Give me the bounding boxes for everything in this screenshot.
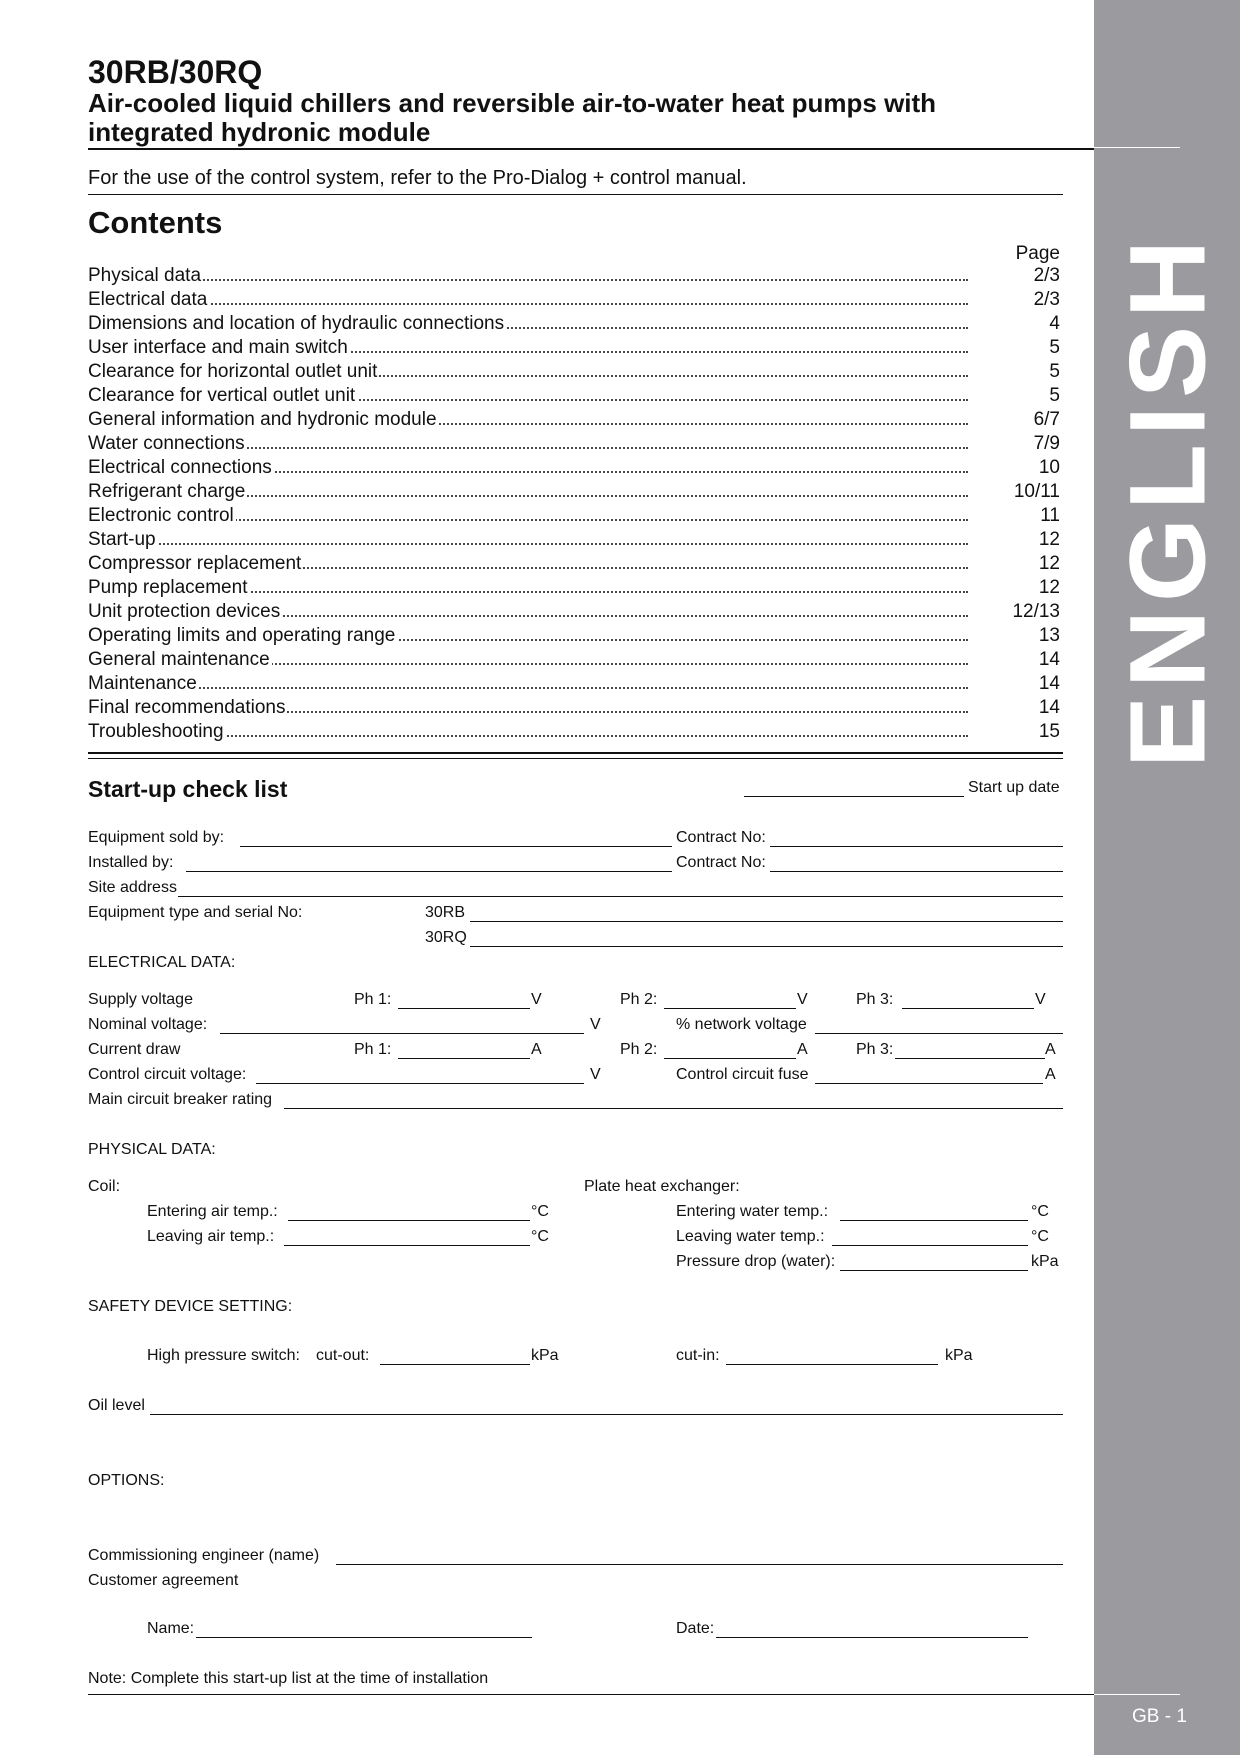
- nominal-voltage-label: Nominal voltage:: [88, 1016, 208, 1033]
- document-title: 30RB/30RQ: [88, 54, 263, 90]
- toc-entry-label: Refrigerant charge: [88, 481, 246, 502]
- toc-entry[interactable]: [88, 265, 1060, 289]
- contract-no-label: Contract No:: [676, 854, 766, 871]
- toc-entry-label: General maintenance: [88, 649, 270, 670]
- control-circuit-voltage-label: Control circuit voltage:: [88, 1066, 247, 1083]
- toc-entry[interactable]: [88, 409, 1060, 433]
- toc-entry-page: 12: [1038, 553, 1060, 574]
- toc-entry-label: Compressor replacement: [88, 553, 302, 574]
- current-draw-label: Current draw: [88, 1041, 181, 1058]
- network-voltage-label: % network voltage: [676, 1016, 807, 1033]
- control-manual-note: For the use of the control system, refer to the Pro-Dialog + control manual.: [88, 167, 747, 189]
- serial-30rq-field[interactable]: [470, 946, 1063, 947]
- current-ph3-field[interactable]: [895, 1058, 1045, 1059]
- toc-entry-label: General information and hydronic module: [88, 409, 437, 430]
- cut-out-label: cut-out:: [316, 1347, 370, 1364]
- leaving-air-label: Leaving air temp.:: [147, 1228, 275, 1245]
- toc-entry-label: Start-up: [88, 529, 156, 550]
- physical-data-heading: PHYSICAL DATA:: [88, 1141, 216, 1158]
- ph2-label: Ph 2:: [620, 991, 658, 1008]
- cut-in-label: cut-in:: [676, 1347, 720, 1364]
- toc-entry-page: 4: [1049, 313, 1060, 334]
- language-label: ENGLISH: [1106, 231, 1228, 769]
- toc-entry-label: Operating limits and operating range: [88, 625, 396, 646]
- toc-entry-label: Clearance for vertical outlet unit: [88, 385, 356, 406]
- toc-entry-page: 7/9: [1033, 433, 1060, 454]
- toc-entry-page: 11: [1040, 505, 1060, 526]
- date-field[interactable]: [716, 1637, 1028, 1638]
- main-breaker-field[interactable]: [284, 1108, 1063, 1109]
- current-ph2-field[interactable]: [664, 1058, 796, 1059]
- supply-ph3-field[interactable]: [902, 1008, 1034, 1009]
- contents-heading: Contents: [88, 205, 223, 240]
- contents-rule: [88, 758, 1063, 759]
- oil-level-label: Oil level: [88, 1397, 145, 1414]
- toc-entry-page: 14: [1038, 673, 1060, 694]
- installed-by-label: Installed by:: [88, 854, 174, 871]
- toc-leader-dots: [88, 687, 968, 689]
- toc-entry-label: Electrical data: [88, 289, 208, 310]
- contract-no-field[interactable]: [770, 846, 1063, 847]
- equipment-type-label: Equipment type and serial No:: [88, 904, 303, 921]
- amp-unit: A: [531, 1041, 542, 1058]
- model-30rb-label: 30RB: [425, 904, 466, 921]
- celsius-unit: °C: [531, 1203, 549, 1220]
- serial-30rb-field[interactable]: [470, 921, 1063, 922]
- commissioning-engineer-label: Commissioning engineer (name): [88, 1547, 320, 1564]
- leaving-air-field[interactable]: [284, 1245, 530, 1246]
- leaving-water-label: Leaving water temp.:: [676, 1228, 825, 1245]
- header-rule: [88, 148, 1094, 150]
- toc-entry-page: 13: [1038, 625, 1060, 646]
- kpa-unit: kPa: [531, 1347, 559, 1364]
- toc-entry[interactable]: [88, 313, 1060, 337]
- toc-leader-dots: [88, 303, 968, 305]
- toc-entry[interactable]: [88, 553, 1060, 577]
- toc-entry[interactable]: [88, 721, 1060, 745]
- toc-entry[interactable]: [88, 625, 1060, 649]
- start-date-field[interactable]: [744, 796, 964, 797]
- commissioning-engineer-field[interactable]: [336, 1564, 1063, 1565]
- volt-unit: V: [531, 991, 542, 1008]
- toc-entry-page: 5: [1049, 337, 1060, 358]
- toc-entry[interactable]: [88, 289, 1060, 313]
- contract-no-field[interactable]: [770, 871, 1063, 872]
- toc-entry-label: Dimensions and location of hydraulic connections: [88, 313, 505, 334]
- toc-entry[interactable]: [88, 481, 1060, 505]
- leaving-water-field[interactable]: [832, 1245, 1028, 1246]
- model-30rq-label: 30RQ: [425, 929, 467, 946]
- sidebar-divider: [1094, 1694, 1180, 1695]
- footer-rule: [88, 1694, 1094, 1695]
- toc-entry-page: 5: [1049, 385, 1060, 406]
- entering-air-field[interactable]: [288, 1220, 530, 1221]
- page-number: GB - 1: [1132, 1706, 1187, 1727]
- toc-entry-label: Water connections: [88, 433, 245, 454]
- start-date-label: Start up date: [968, 779, 1060, 796]
- amp-unit: A: [797, 1041, 808, 1058]
- celsius-unit: °C: [1031, 1203, 1049, 1220]
- volt-unit: V: [590, 1016, 601, 1033]
- site-address-label: Site address: [88, 879, 177, 896]
- toc-entry[interactable]: [88, 457, 1060, 481]
- high-pressure-switch-label: High pressure switch:: [147, 1347, 300, 1364]
- options-heading: OPTIONS:: [88, 1472, 165, 1489]
- name-label: Name:: [147, 1620, 195, 1637]
- celsius-unit: °C: [531, 1228, 549, 1245]
- entering-water-field[interactable]: [840, 1220, 1028, 1221]
- network-voltage-field[interactable]: [815, 1033, 1063, 1034]
- toc-entry-label: Maintenance: [88, 673, 197, 694]
- ph3-label: Ph 3:: [856, 1041, 894, 1058]
- toc-entry-label: Pump replacement: [88, 577, 248, 598]
- volt-unit: V: [590, 1066, 601, 1083]
- toc-entry-page: 14: [1038, 649, 1060, 670]
- electrical-data-heading: ELECTRICAL DATA:: [88, 954, 236, 971]
- toc-entry-label: User interface and main switch: [88, 337, 348, 358]
- cut-out-field[interactable]: [380, 1364, 530, 1365]
- celsius-unit: °C: [1031, 1228, 1049, 1245]
- safety-device-heading: SAFETY DEVICE SETTING:: [88, 1298, 293, 1315]
- toc-entry[interactable]: [88, 649, 1060, 673]
- contract-no-label: Contract No:: [676, 829, 766, 846]
- volt-unit: V: [1035, 991, 1046, 1008]
- contents-rule: [88, 752, 1063, 754]
- toc-entry[interactable]: [88, 577, 1060, 601]
- toc-entry-label: Physical data: [88, 265, 202, 286]
- toc-entry[interactable]: [88, 529, 1060, 553]
- toc-entry-page: 15: [1038, 721, 1060, 742]
- cut-in-field[interactable]: [726, 1364, 938, 1365]
- entering-water-label: Entering water temp.:: [676, 1203, 829, 1220]
- note-rule: [88, 194, 1063, 195]
- volt-unit: V: [797, 991, 808, 1008]
- toc-entry[interactable]: [88, 673, 1060, 697]
- toc-entry-page: 14: [1038, 697, 1060, 718]
- pressure-drop-label: Pressure drop (water):: [676, 1253, 836, 1270]
- current-ph1-field[interactable]: [398, 1058, 530, 1059]
- toc-leader-dots: [88, 543, 968, 545]
- kpa-unit: kPa: [1031, 1253, 1059, 1270]
- customer-agreement-label: Customer agreement: [88, 1572, 239, 1589]
- toc-entry-page: 5: [1049, 361, 1060, 382]
- control-circuit-fuse-field[interactable]: [815, 1083, 1043, 1084]
- toc-entry-label: Electrical connections: [88, 457, 272, 478]
- toc-entry-label: Electronic control: [88, 505, 234, 526]
- toc-entry[interactable]: [88, 361, 1060, 385]
- site-address-field[interactable]: [178, 896, 1063, 897]
- toc-entry[interactable]: [88, 601, 1060, 625]
- toc-entry[interactable]: [88, 433, 1060, 457]
- toc-entry[interactable]: [88, 697, 1060, 721]
- date-label: Date:: [676, 1620, 715, 1637]
- coil-label: Coil:: [88, 1178, 121, 1195]
- amp-unit: A: [1045, 1066, 1056, 1083]
- equipment-sold-by-field[interactable]: [240, 846, 672, 847]
- toc-entry-page: 6/7: [1033, 409, 1060, 430]
- control-circuit-fuse-label: Control circuit fuse: [676, 1066, 809, 1083]
- toc-entry-page: 12/13: [1012, 601, 1060, 622]
- footer-note: Note: Complete this start-up list at the time of installation: [88, 1670, 489, 1687]
- page-column-header: Page: [1015, 243, 1060, 264]
- equipment-sold-by-label: Equipment sold by:: [88, 829, 225, 846]
- nominal-voltage-field[interactable]: [220, 1033, 584, 1034]
- entering-air-label: Entering air temp.:: [147, 1203, 278, 1220]
- toc-entry-page: 12: [1038, 529, 1060, 550]
- supply-ph2-field[interactable]: [664, 1008, 796, 1009]
- supply-ph1-field[interactable]: [398, 1008, 530, 1009]
- ph3-label: Ph 3:: [856, 991, 894, 1008]
- amp-unit: A: [1045, 1041, 1056, 1058]
- toc-entry[interactable]: [88, 337, 1060, 361]
- toc-entry[interactable]: [88, 385, 1060, 409]
- document-subtitle: Air-cooled liquid chillers and reversible air-to-water heat pumps with integrated hydronic module: [88, 88, 937, 147]
- toc-entry-page: 2/3: [1033, 265, 1060, 286]
- supply-voltage-label: Supply voltage: [88, 991, 193, 1008]
- toc-entry[interactable]: [88, 505, 1060, 529]
- toc-entry-page: 10: [1038, 457, 1060, 478]
- toc-entry-page: 10/11: [1013, 481, 1060, 502]
- toc-entry-label: Unit protection devices: [88, 601, 281, 622]
- control-circuit-voltage-field[interactable]: [256, 1083, 584, 1084]
- toc-entry-label: Clearance for horizontal outlet unit: [88, 361, 378, 382]
- ph1-label: Ph 1:: [354, 1041, 392, 1058]
- ph1-label: Ph 1:: [354, 991, 392, 1008]
- toc-leader-dots: [88, 279, 968, 281]
- toc-entry-page: 2/3: [1033, 289, 1060, 310]
- toc-entry-page: 12: [1038, 577, 1060, 598]
- name-field[interactable]: [196, 1637, 532, 1638]
- toc-entry-label: Final recommendations: [88, 697, 286, 718]
- checklist-title: Start-up check list: [88, 776, 288, 802]
- installed-by-field[interactable]: [186, 871, 672, 872]
- plate-heat-exchanger-label: Plate heat exchanger:: [584, 1178, 740, 1195]
- kpa-unit: kPa: [945, 1347, 973, 1364]
- main-breaker-label: Main circuit breaker rating: [88, 1091, 273, 1108]
- pressure-drop-field[interactable]: [840, 1270, 1028, 1271]
- oil-level-field[interactable]: [150, 1414, 1063, 1415]
- ph2-label: Ph 2:: [620, 1041, 658, 1058]
- sidebar-divider: [1094, 147, 1180, 148]
- toc-entry-label: Troubleshooting: [88, 721, 224, 742]
